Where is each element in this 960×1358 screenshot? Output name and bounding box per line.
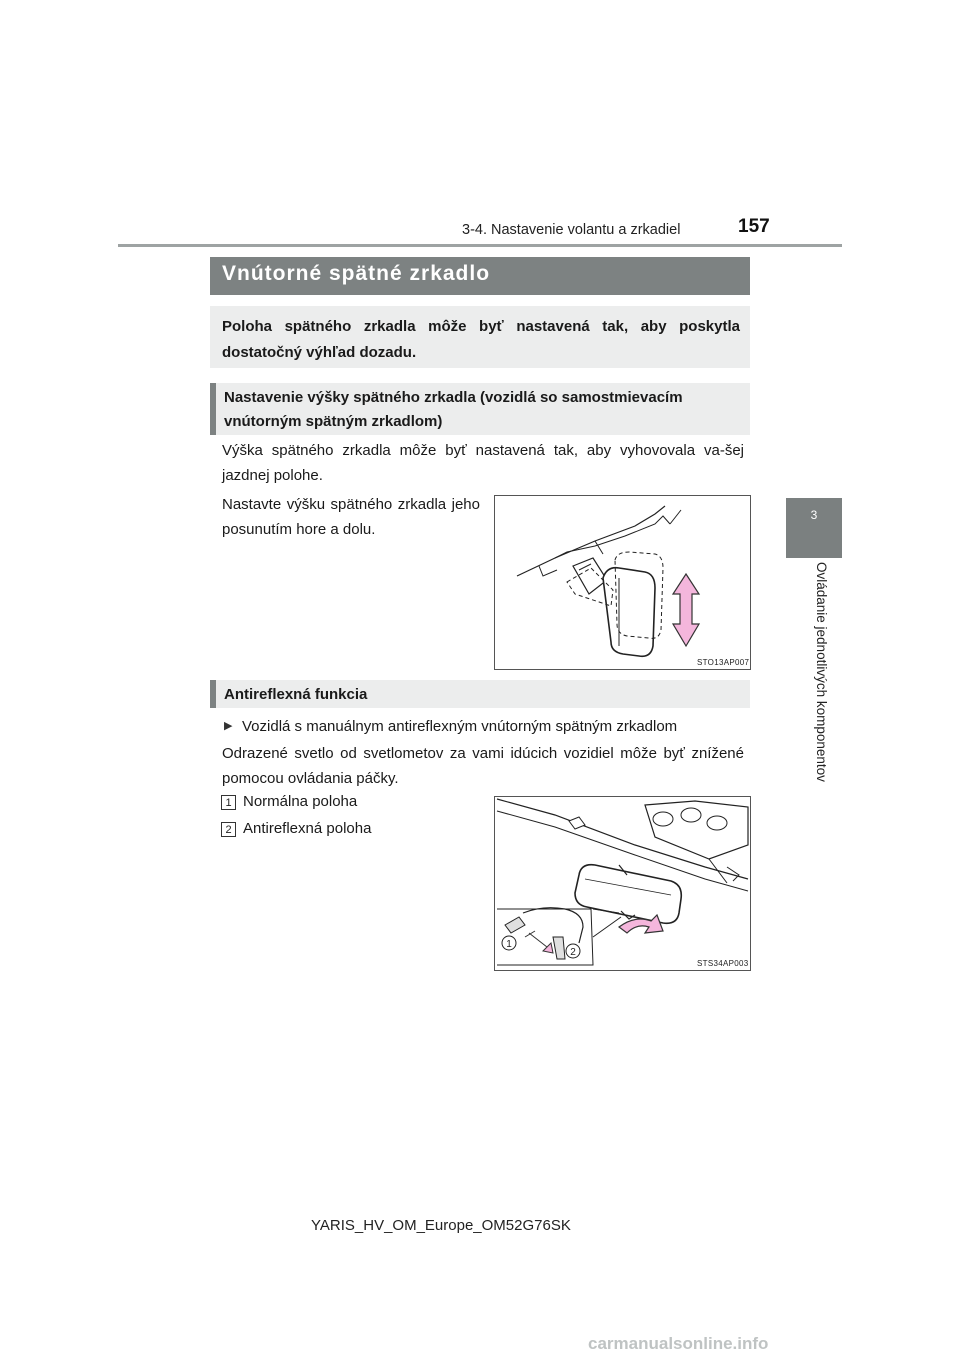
section2-heading: Antireflexná funkcia [224,686,368,703]
callout-2: 2 [570,947,576,958]
list-item-label: Antireflexná poloha [243,820,372,837]
list-item-label: Normálna poloha [243,793,358,810]
mirror-height-illustration [495,496,750,669]
section1-paragraph: Výška spätného zrkadla môže byť nastavená tak, aby vyhovovala va-šej jazdnej polohe. [222,442,744,484]
mirror-height-figure [494,495,751,670]
antiglare-figure [494,796,751,971]
list-number: 1 [221,795,236,810]
section2-paragraph: Odrazené svetlo od svetlometov za vami idúcich vozidiel môže byť znížené pomocou ovládania páčky. [222,745,744,787]
figure-code: STO13AP007 [697,658,750,667]
section1-instruction: Nastavte výšku spätného zrkadla jeho posunutím hore a dolu. [222,496,480,538]
chapter-tab-number: 3 [810,508,818,522]
page-number: 157 [738,216,770,237]
bullet-triangle-icon: ▶ [224,720,233,732]
up-down-arrow-icon [673,574,699,646]
chapter-tab [786,498,842,558]
chapter-tab-label: Ovládanie jednotlivých komponentov [814,562,829,782]
section1-heading: Nastavenie výšky spätného zrkadla (vozidlá so samostmievacím vnútorným spätným zrkadlom) [224,389,683,430]
intro-text: Poloha spätného zrkadla môže byť nastavená tak, aby poskytla dostatočný výhľad dozadu. [222,318,740,361]
list-number: 2 [221,822,236,837]
callout-1: 1 [506,939,512,950]
section2-bullet: Vozidlá s manuálnym antireflexným vnútorným spätným zrkadlom [242,718,678,735]
footer-doc-id: YARIS_HV_OM_Europe_OM52G76SK [311,1217,571,1234]
figure-code: STS34AP003 [697,959,749,968]
header-rule [118,244,842,247]
watermark: carmanualsonline.info [588,1334,769,1353]
page-title: Vnútorné spätné zrkadlo [222,262,491,285]
list-item-normal [221,793,236,811]
antiglare-illustration [495,797,750,970]
section-header: 3-4. Nastavenie volantu a zrkadiel [462,222,681,238]
list-item-antiglare [221,820,236,838]
